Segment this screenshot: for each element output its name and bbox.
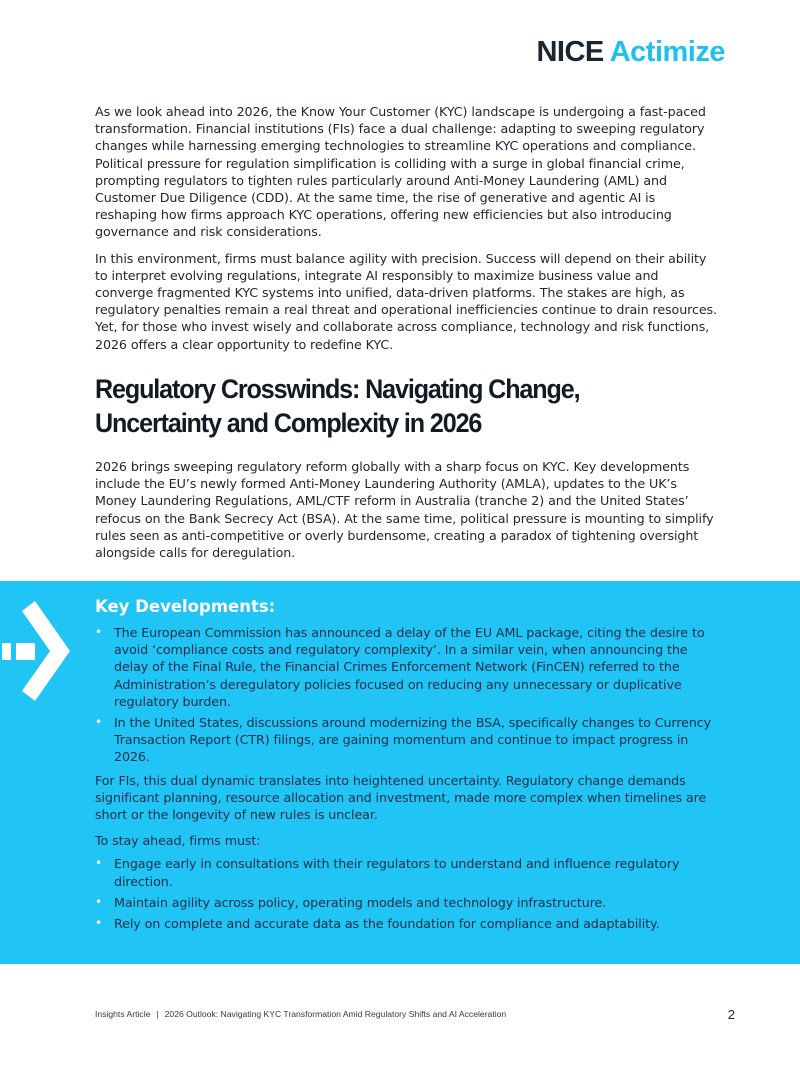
key-developments-content: [95, 596, 725, 936]
chevron-arrow-icon: [0, 601, 70, 701]
page-number: 2: [727, 1007, 735, 1022]
logo-nice-text: NICE: [536, 36, 604, 68]
bullet-icon: •: [95, 894, 102, 909]
regulatory-section: [95, 458, 720, 561]
footer-title: 2026 Outlook: Navigating KYC Transformation Amid Regulatory Shifts and AI Acceleration: [164, 1009, 507, 1019]
logo-actimize-text: Actimize: [609, 36, 725, 68]
footer-label: Insights Article: [95, 1009, 151, 1019]
list-item: [95, 855, 725, 889]
list-item: [95, 624, 725, 710]
list-item: [95, 915, 725, 932]
footer-separator: |: [156, 1009, 159, 1019]
list-item: [95, 714, 725, 766]
intro-paragraph-2: In this environment, firms must balance agility with precision. Success will depend on their ability to interpret evolving regulations, integrate AI responsibly to maximize business value and converge fragmented KYC systems into unified, data-driven platforms. The stakes are high, as regulatory penalties remain a real threat and operational inefficiencies continue to drain resources. Yet, for those who invest wisely and collaborate across compliance, technology and risk functions, 2026 offers a clear opportunity to redefine KYC.: [95, 250, 717, 352]
regulatory-paragraph: 2026 brings sweeping regulatory reform globally with a sharp focus on KYC. Key developments include the EU’s newly formed Anti-Money Laundering Authority (AMLA), updates to the UK’s Money Laundering Regulations, AML/CTF reform in Australia (tranche 2) and the United States’ refocus on the Bank Secrecy Act (BSA). At the same time, political pressure is mounting to simplify rules seen as anti-competitive or overly burdensome, creating a paradox of tightening oversight alongside calls for deregulation.: [95, 459, 714, 561]
list-item-text: The European Commission has announced a delay of the EU AML package, citing the desire to avoid ‘compliance costs and regulatory complexity’. In a similar vein, when announcing the delay of the Final Rule, the Financial Crimes Enforcement Network (FinCEN) referred to the Administration’s deregulatory policies focused on reducing any unnecessary or duplicative regulatory burden.: [114, 625, 705, 709]
list-item-text: Engage early in consultations with their regulators to understand and influence regulatory direction.: [114, 856, 680, 889]
key-developments-title: Key Developments:: [95, 597, 276, 616]
key-developments-panel: [0, 581, 800, 964]
key-developments-list: [95, 624, 725, 766]
list-item-text: Maintain agility across policy, operating models and technology infrastructure.: [114, 894, 607, 910]
bullet-icon: •: [95, 916, 102, 931]
bullet-icon: •: [95, 856, 102, 871]
section-heading: Regulatory Crosswinds: Navigating Change, Uncertainty and Complexity in 2026: [95, 374, 580, 438]
bullet-icon: •: [95, 625, 102, 639]
list-item-text: In the United States, discussions around modernizing the BSA, specifically changes to Currency Transaction Report (CTR) filings, are gaining momentum and continue to impact progress in 2026.: [114, 715, 712, 765]
list-item: [95, 894, 725, 911]
intro-section: [95, 103, 720, 353]
list-item-text: Rely on complete and accurate data as the foundation for compliance and adaptability.: [114, 916, 660, 932]
nice-actimize-logo: [536, 38, 725, 67]
uncertainty-paragraph: For FIs, this dual dynamic translates into heightened uncertainty. Regulatory change demands significant planning, resource allocation and investment, made more complex when timelines are short or the longevity of new rules is unclear.: [95, 772, 707, 823]
actions-list: [95, 855, 725, 932]
page-footer: [95, 1009, 506, 1019]
bullet-icon: •: [95, 715, 102, 730]
intro-paragraph-1: As we look ahead into 2026, the Know Your Customer (KYC) landscape is undergoing a fast-paced transformation. Financial institutions (FIs) face a dual challenge: adapting to sweeping regulatory changes while harnessing emerging technologies to streamline KYC operations and compliance. Political pressure for regulation simplification is colliding with a surge in global financial crime, prompting regulators to tighten rules particularly around Anti-Money Laundering (AML) and Customer Due Diligence (CDD). At the same time, the rise of generative and agentic AI is reshaping how firms approach KYC operations, offering new efficiencies but also introducing governance and risk considerations.: [95, 104, 706, 240]
stay-ahead-intro: To stay ahead, firms must:: [95, 833, 261, 849]
